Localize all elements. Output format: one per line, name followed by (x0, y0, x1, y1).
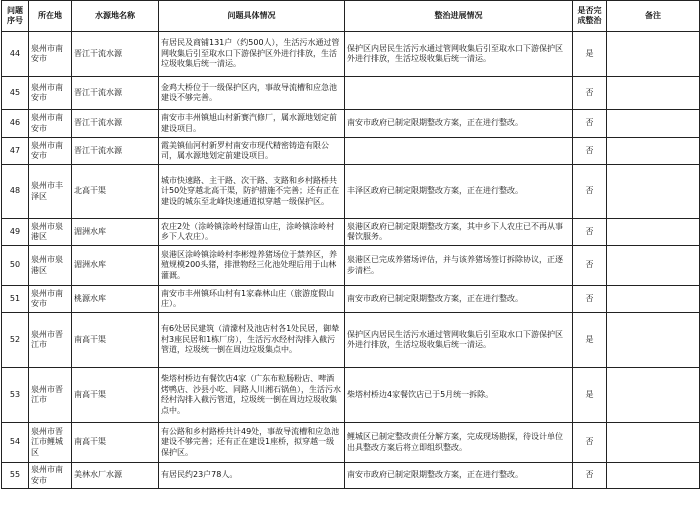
row-done: 是 (573, 32, 607, 77)
row-problem: 南安市丰州镇环山村有1家森林山庄（旅游度假山庄）。 (159, 286, 345, 313)
row-progress: 保护区内居民生活污水通过管网收集后引至取水口下游保护区外进行排放，生活垃圾收集后统一清运。 (345, 32, 573, 77)
row-done: 否 (573, 77, 607, 110)
row-problem: 柴塔村桥边有餐饮店4家（广东布粒肠粉店、啤酒烤鸭店、沙县小吃、同路人川湘石锅鱼），生活污水经村沟排入截污管道，垃圾统一倒在周边垃圾收集点中。 (159, 368, 345, 423)
table-row (2, 77, 700, 110)
row-no: 50 (2, 246, 29, 286)
table-row (2, 32, 700, 77)
table-row (2, 219, 700, 246)
row-no: 48 (2, 165, 29, 219)
row-problem: 农庄2处（涂岭镇涂岭村绿笛山庄，涂岭镇涂岭村乡下人农庄）。 (159, 219, 345, 246)
row-no: 51 (2, 286, 29, 313)
row-problem: 有6处居民建筑（清濛村及池店村各1处民居，御辇村3座民居和1栋厂房），生活污水经村沟排入截污管道，垃圾统一倒在周边垃圾集点中。 (159, 313, 345, 368)
row-location: 泉州市丰泽区 (29, 165, 72, 219)
row-done: 否 (573, 423, 607, 463)
row-problem: 有居民约23户78人。 (159, 463, 345, 489)
row-location: 泉州市南安市 (29, 110, 72, 138)
row-progress: 泉港区已完成养猪场评估，并与该养猪场签订拆除协议，正逐步清栏。 (345, 246, 573, 286)
header-problem: 问题具体情况 (159, 1, 345, 32)
row-progress: 柴塔村桥边4家餐饮店已于5月统一拆除。 (345, 368, 573, 423)
row-progress: 丰泽区政府已制定限期整改方案，正在进行整改。 (345, 165, 573, 219)
row-note (607, 423, 700, 463)
row-location: 泉州市晋江市 (29, 313, 72, 368)
row-done: 是 (573, 313, 607, 368)
row-location: 泉州市南安市 (29, 286, 72, 313)
table-row (2, 313, 700, 368)
row-location: 泉州市南安市 (29, 463, 72, 489)
row-problem: 金鸡大桥位于一级保护区内，事故导流槽和应急池建设不够完善。 (159, 77, 345, 110)
row-problem: 南安市丰州镇旭山村新赛汽修厂，属水源地划定前建设项目。 (159, 110, 345, 138)
row-source: 桃源水库 (72, 286, 159, 313)
row-no: 55 (2, 463, 29, 489)
row-location: 泉州市南安市 (29, 77, 72, 110)
header-progress: 整治进展情况 (345, 1, 573, 32)
row-progress: 泉港区政府已制定限期整改方案，其中乡下人农庄已不再从事餐饮服务。 (345, 219, 573, 246)
row-done: 否 (573, 110, 607, 138)
table-row (2, 286, 700, 313)
row-no: 53 (2, 368, 29, 423)
row-source: 湄洲水库 (72, 246, 159, 286)
row-done: 否 (573, 246, 607, 286)
row-done: 否 (573, 463, 607, 489)
row-note (607, 77, 700, 110)
row-no: 54 (2, 423, 29, 463)
row-progress: 鲤城区已制定整改责任分解方案，完成现场勘探，待设计单位出具整改方案后将立即组织整改。 (345, 423, 573, 463)
row-source: 南高干渠 (72, 313, 159, 368)
row-no: 44 (2, 32, 29, 77)
row-no: 46 (2, 110, 29, 138)
row-note (607, 286, 700, 313)
table-row (2, 246, 700, 286)
row-source: 北高干渠 (72, 165, 159, 219)
row-progress: 南安市政府已制定限期整改方案，正在进行整改。 (345, 286, 573, 313)
row-no: 52 (2, 313, 29, 368)
row-location: 泉州市晋江市鲤城区 (29, 423, 72, 463)
row-note (607, 246, 700, 286)
row-note (607, 463, 700, 489)
row-progress (345, 77, 573, 110)
header-note: 备注 (607, 1, 700, 32)
row-note (607, 313, 700, 368)
row-done: 否 (573, 138, 607, 165)
row-source: 晋江干流水源 (72, 32, 159, 77)
table-row (2, 368, 700, 423)
row-done: 是 (573, 368, 607, 423)
row-progress: 南安市政府已制定限期整改方案，正在进行整改。 (345, 110, 573, 138)
row-no: 45 (2, 77, 29, 110)
table-row (2, 463, 700, 489)
row-location: 泉州市泉港区 (29, 246, 72, 286)
row-source: 湄洲水库 (72, 219, 159, 246)
row-problem: 有公路和乡村路桥共计49处，事故导流槽和应急池建设不够完善；还有正在建设1座桥，拟穿越一级保护区。 (159, 423, 345, 463)
header-location: 所在地 (29, 1, 72, 32)
row-source: 晋江干流水源 (72, 110, 159, 138)
row-no: 47 (2, 138, 29, 165)
table-row (2, 165, 700, 219)
row-note (607, 138, 700, 165)
row-done: 否 (573, 286, 607, 313)
row-note (607, 219, 700, 246)
header-done: 是否完 成整治 (573, 1, 607, 32)
row-source: 南高干渠 (72, 368, 159, 423)
row-note (607, 110, 700, 138)
row-note (607, 368, 700, 423)
row-location: 泉州市晋江市 (29, 368, 72, 423)
row-location: 泉州市南安市 (29, 32, 72, 77)
row-source: 南高干渠 (72, 423, 159, 463)
row-progress: 南安市政府已制定限期整改方案，正在进行整改。 (345, 463, 573, 489)
row-problem: 泉港区涂岭镇涂岭村李彬煌养猪场位于禁养区，养殖规模200头猪，排泄物经三化池处理后用于山林灌溉。 (159, 246, 345, 286)
row-location: 泉州市泉港区 (29, 219, 72, 246)
row-note (607, 165, 700, 219)
row-done: 否 (573, 165, 607, 219)
table-row (2, 423, 700, 463)
row-problem: 霞美镇仙河村新罗村南安市现代精密铸造有限公司，属水源地划定前建设项目。 (159, 138, 345, 165)
row-problem: 城市快速路、主干路、次干路、支路和乡村路桥共计50处穿越北高干渠，防护措施不完善；还有正在建设的城东至北峰快速通道拟穿越一级保护区。 (159, 165, 345, 219)
row-progress: 保护区内居民生活污水通过管网收集后引至取水口下游保护区外进行排放，生活垃圾收集后统一清运。 (345, 313, 573, 368)
header-row (2, 1, 700, 32)
table-row (2, 138, 700, 165)
row-done: 否 (573, 219, 607, 246)
row-progress (345, 138, 573, 165)
row-source: 晋江干流水源 (72, 77, 159, 110)
table-row (2, 110, 700, 138)
row-source: 美林水厂水源 (72, 463, 159, 489)
row-no: 49 (2, 219, 29, 246)
header-source: 水源地名称 (72, 1, 159, 32)
header-no: 问题 序号 (2, 1, 29, 32)
row-note (607, 32, 700, 77)
row-location: 泉州市南安市 (29, 138, 72, 165)
rectification-table (1, 0, 700, 489)
row-source: 晋江干流水源 (72, 138, 159, 165)
row-problem: 有居民及商铺131户（约500人），生活污水通过管网收集后引至取水口下游保护区外进行排放，生活垃圾收集后统一清运。 (159, 32, 345, 77)
